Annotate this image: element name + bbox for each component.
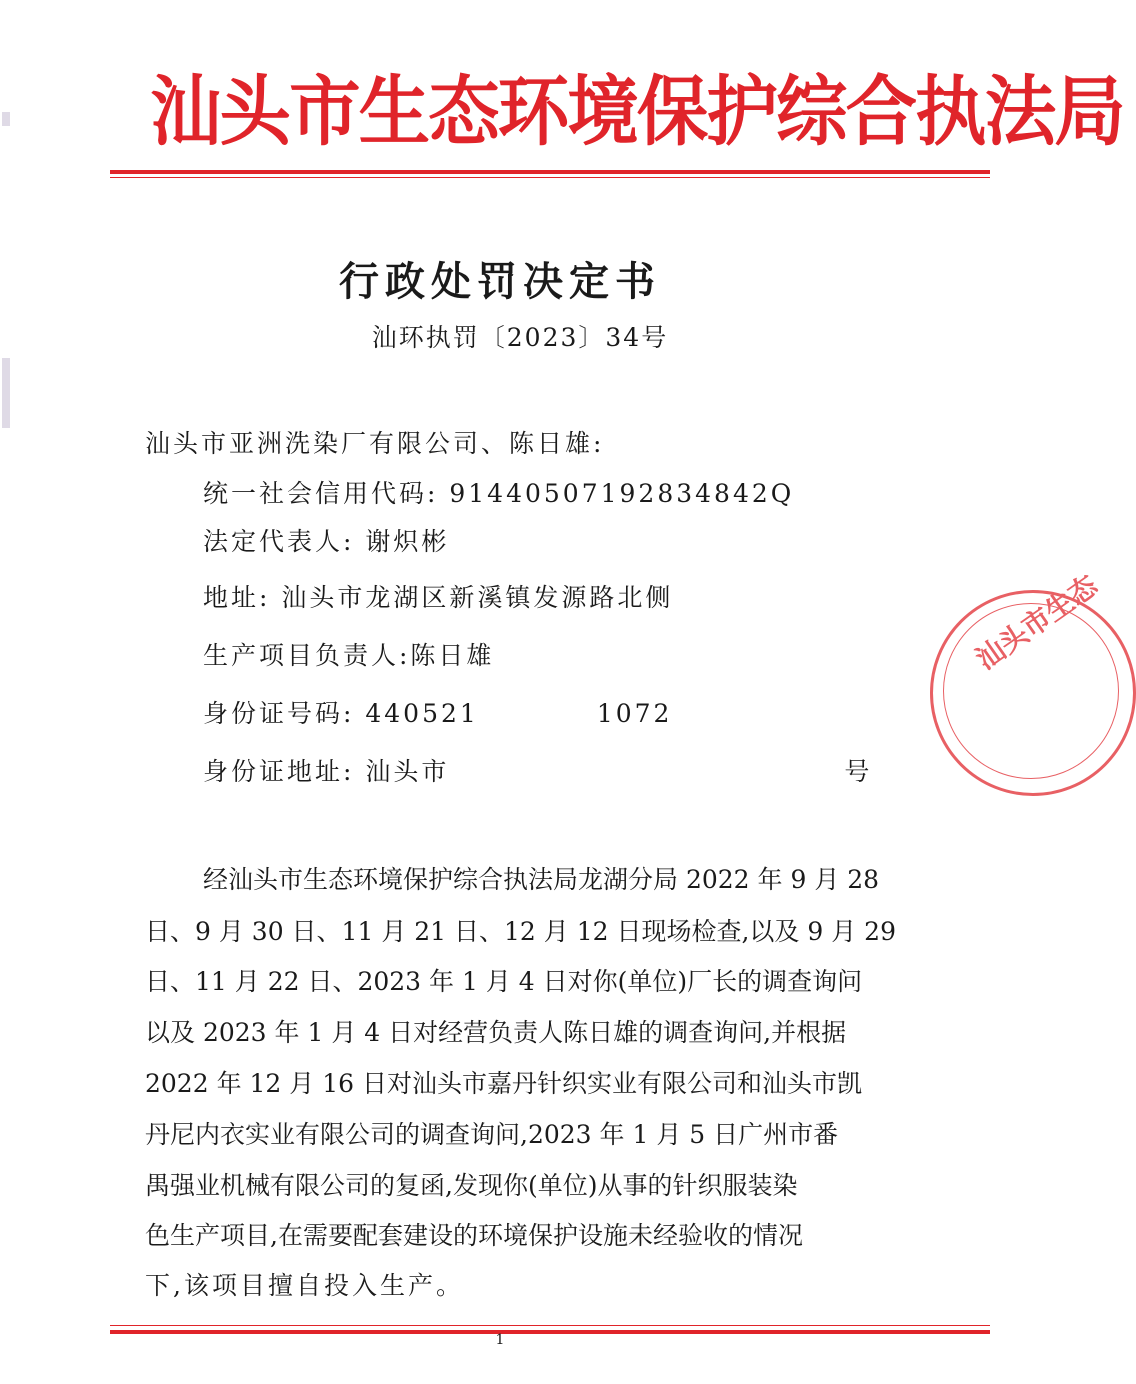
- document-number: 汕环执罚〔2023〕34号: [371, 323, 669, 352]
- document-title: 行政处罚决定书: [339, 258, 661, 305]
- body-line: 色生产项目,在需要配套建设的环境保护设施未经验收的情况: [145, 1221, 803, 1250]
- id-address: [203, 752, 872, 788]
- id-number-suffix: 1072: [596, 699, 673, 728]
- id-number-label: 身份证号码: 440521: [203, 699, 479, 728]
- header-divider-thin: [110, 177, 990, 178]
- seal-text: 汕头市生态: [969, 568, 1104, 677]
- official-seal: [930, 568, 1136, 796]
- id-number: [203, 694, 672, 730]
- address: 地址: 汕头市龙湖区新溪镇发源路北侧: [203, 583, 674, 612]
- body-line: 下,该项目擅自投入生产。: [145, 1271, 464, 1300]
- id-address-label: 身份证地址: 汕头市: [203, 757, 450, 786]
- footer-divider-thin: [110, 1325, 990, 1326]
- body-line: 2022 年 12 月 16 日对汕头市嘉丹针织实业有限公司和汕头市凯: [145, 1069, 862, 1098]
- agency-name: 汕头市生态环境保护综合执法局: [150, 67, 1124, 156]
- legal-representative: 法定代表人: 谢炽彬: [203, 527, 450, 556]
- page-number: 1: [495, 1332, 505, 1348]
- body-line: 以及 2023 年 1 月 4 日对经营负责人陈日雄的调查询问,并根据: [145, 1018, 847, 1047]
- scan-artifact: [2, 112, 10, 126]
- body-line: 禺强业机械有限公司的复函,发现你(单位)从事的针织服装染: [145, 1171, 798, 1200]
- addressee: 汕头市亚洲洗染厂有限公司、陈日雄:: [145, 429, 605, 458]
- project-lead: 生产项目负责人:陈日雄: [203, 641, 495, 670]
- body-line: 日、11 月 22 日、2023 年 1 月 4 日对你(单位)厂长的调查询问: [145, 967, 863, 996]
- credit-code: 统一社会信用代码: 91440507192834842Q: [203, 479, 795, 508]
- body-line: 丹尼内衣实业有限公司的调查询问,2023 年 1 月 5 日广州市番: [145, 1120, 839, 1149]
- scan-artifact: [2, 358, 10, 428]
- header-divider: [110, 170, 990, 174]
- body-line: 日、9 月 30 日、11 月 21 日、12 月 12 日现场检查,以及 9 月 29: [145, 917, 896, 946]
- id-address-suffix: 号: [844, 757, 873, 786]
- body-line: 经汕头市生态环境保护综合执法局龙湖分局 2022 年 9 月 28: [203, 865, 880, 894]
